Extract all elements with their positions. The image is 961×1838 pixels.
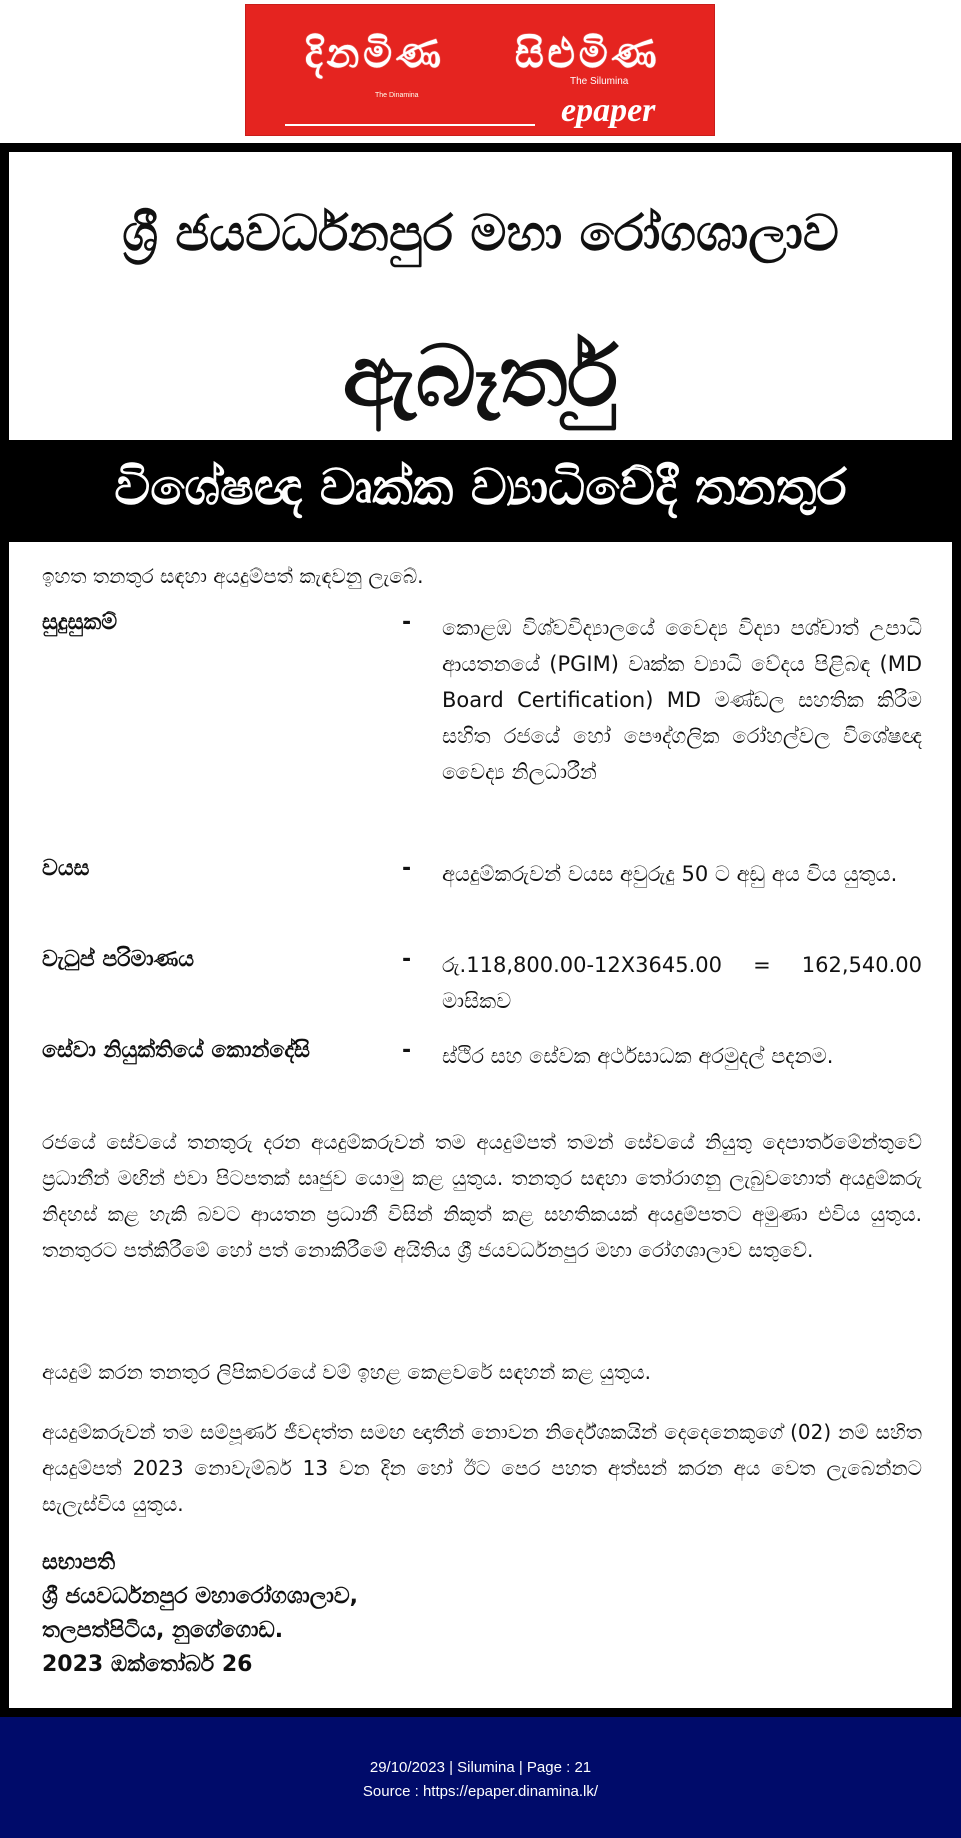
advertisement-body bbox=[9, 152, 952, 1708]
signatory-organization: ශ්‍රී ජයවර්ධනපුර මහාරෝගශාලාව, bbox=[42, 1584, 358, 1609]
signature-block bbox=[42, 1546, 358, 1682]
requirement-label: වයස bbox=[42, 856, 90, 881]
silumina-masthead: සිළුමිණ bbox=[515, 30, 661, 77]
envelope-instruction: අයදුම් කරන තනතුර ලිපිකවරයේ වම් ඉහළ කෙළවරේ සඳහන් කළ යුතුය. bbox=[42, 1360, 651, 1384]
requirement-value: රු.118,800.00-12X3645.00 = 162,540.00 මාසිකව bbox=[442, 953, 922, 1013]
requirement-dash: - bbox=[402, 856, 412, 881]
dinamina-subtitle: The Dinamina bbox=[375, 92, 419, 99]
banner-divider bbox=[285, 124, 535, 126]
intro-text: ඉහත තනතුර සඳහා අයදුම්පත් කැඳවනු ලැබේ. bbox=[42, 564, 424, 588]
requirement-label: වැටුප් පරිමාණය bbox=[42, 947, 195, 972]
requirement-dash: - bbox=[402, 947, 412, 972]
position-title-bar bbox=[9, 440, 952, 542]
requirement-label: සේවා නියුක්තියේ කොන්දේසි bbox=[42, 1038, 310, 1063]
requirement-label: සුදුසුකම් bbox=[42, 610, 118, 635]
requirement-dash: - bbox=[402, 610, 412, 635]
requirement-value: කොළඹ විශ්වවිද්‍යාලයේ වෛද්‍ය විද්‍යා පශ්චාත් උපාධි ආයතනයේ (PGIM) වෘක්ක ව්‍යාධි වේදය පිළිබඳ (MD Board Certification) MD මණ්ඩල සහතික කිරීම සහිත රජයේ හෝ පෞද්ගලික රෝහල්වල විශේෂඥ වෛද්‍ය නිලධාරීන් bbox=[442, 616, 922, 784]
signatory-address: තලපත්පිටිය, නුගේගොඩ. bbox=[42, 1618, 284, 1643]
position-title: විශේෂඥ වෘක්ක ව්‍යාධිවේදී තනතුර bbox=[114, 458, 847, 516]
epaper-footer bbox=[0, 1717, 961, 1838]
application-instructions: රජයේ සේවයේ තනතුරු දරන අයදුම්කරුවන් තම අයදුම්පත් තමන් සේවයේ නියුතු දෙපාර්තමේන්තුවේ ප්‍රධානීන් මඟින් එවා පිටපතක් සෘජුව යොමු කළ යුතුය. තනතුර සඳහා තෝරාගනු ලැබුවහොත් අයදුම්කරු නිදහස් කළ හැකි බවට ආයතන ප්‍රධානී විසින් නිකුත් කළ සහතිකයක් අයදුම්පතට අමුණා එවිය යුතුය. තනතුරට පත්කිරීමේ හෝ පත් නොකිරීමේ අයිතිය ශ්‍රී ජයවර්ධනපුර මහා රෝගශාලාව සතුවේ. bbox=[42, 1130, 922, 1262]
advertisement-frame bbox=[0, 143, 961, 1717]
footer-source-link[interactable]: Source : https://epaper.dinamina.lk/ bbox=[362, 1783, 599, 1800]
signature-date: 2023 ඔක්තෝබර් 26 bbox=[42, 1652, 253, 1677]
newspaper-banner bbox=[245, 4, 715, 136]
deadline-instruction: අයදුම්කරුවන් තම සම්පූර්ණ ජීවදත්ත සමඟ ඥාතීන් නොවන නිර්දේශකයින් දෙදෙනෙකුගේ (02) නම් සහිත අයදුම්පත් 2023 නොවැම්බර් 13 වන දින හෝ ඊට පෙර පහත අත්සන් කරන අය වෙත ලැබෙන්නට සැලැස්විය යුතුය. bbox=[42, 1420, 922, 1516]
requirement-value: ස්ථිර සහ සේවක අර්ථසාධක අරමුදල් පදනම. bbox=[442, 1044, 834, 1068]
signatory-title: සභාපති bbox=[42, 1550, 116, 1575]
footer-date-page: 29/10/2023 | Silumina | Page : 21 bbox=[369, 1759, 592, 1776]
epaper-label: epaper bbox=[561, 92, 656, 129]
requirement-value: අයදුම්කරුවන් වයස අවුරුදු 50 ට අඩු අය විය යුතුය. bbox=[442, 862, 898, 886]
vacancies-heading: ඇබෑර්තු bbox=[342, 327, 619, 425]
hospital-name: ශ්‍රී ජයවර්ධනපුර මහා රෝගශාලාව bbox=[122, 204, 839, 262]
dinamina-masthead: දිනමිණ bbox=[305, 30, 445, 77]
requirement-dash: - bbox=[402, 1038, 412, 1063]
silumina-subtitle: The Silumina bbox=[570, 76, 629, 87]
